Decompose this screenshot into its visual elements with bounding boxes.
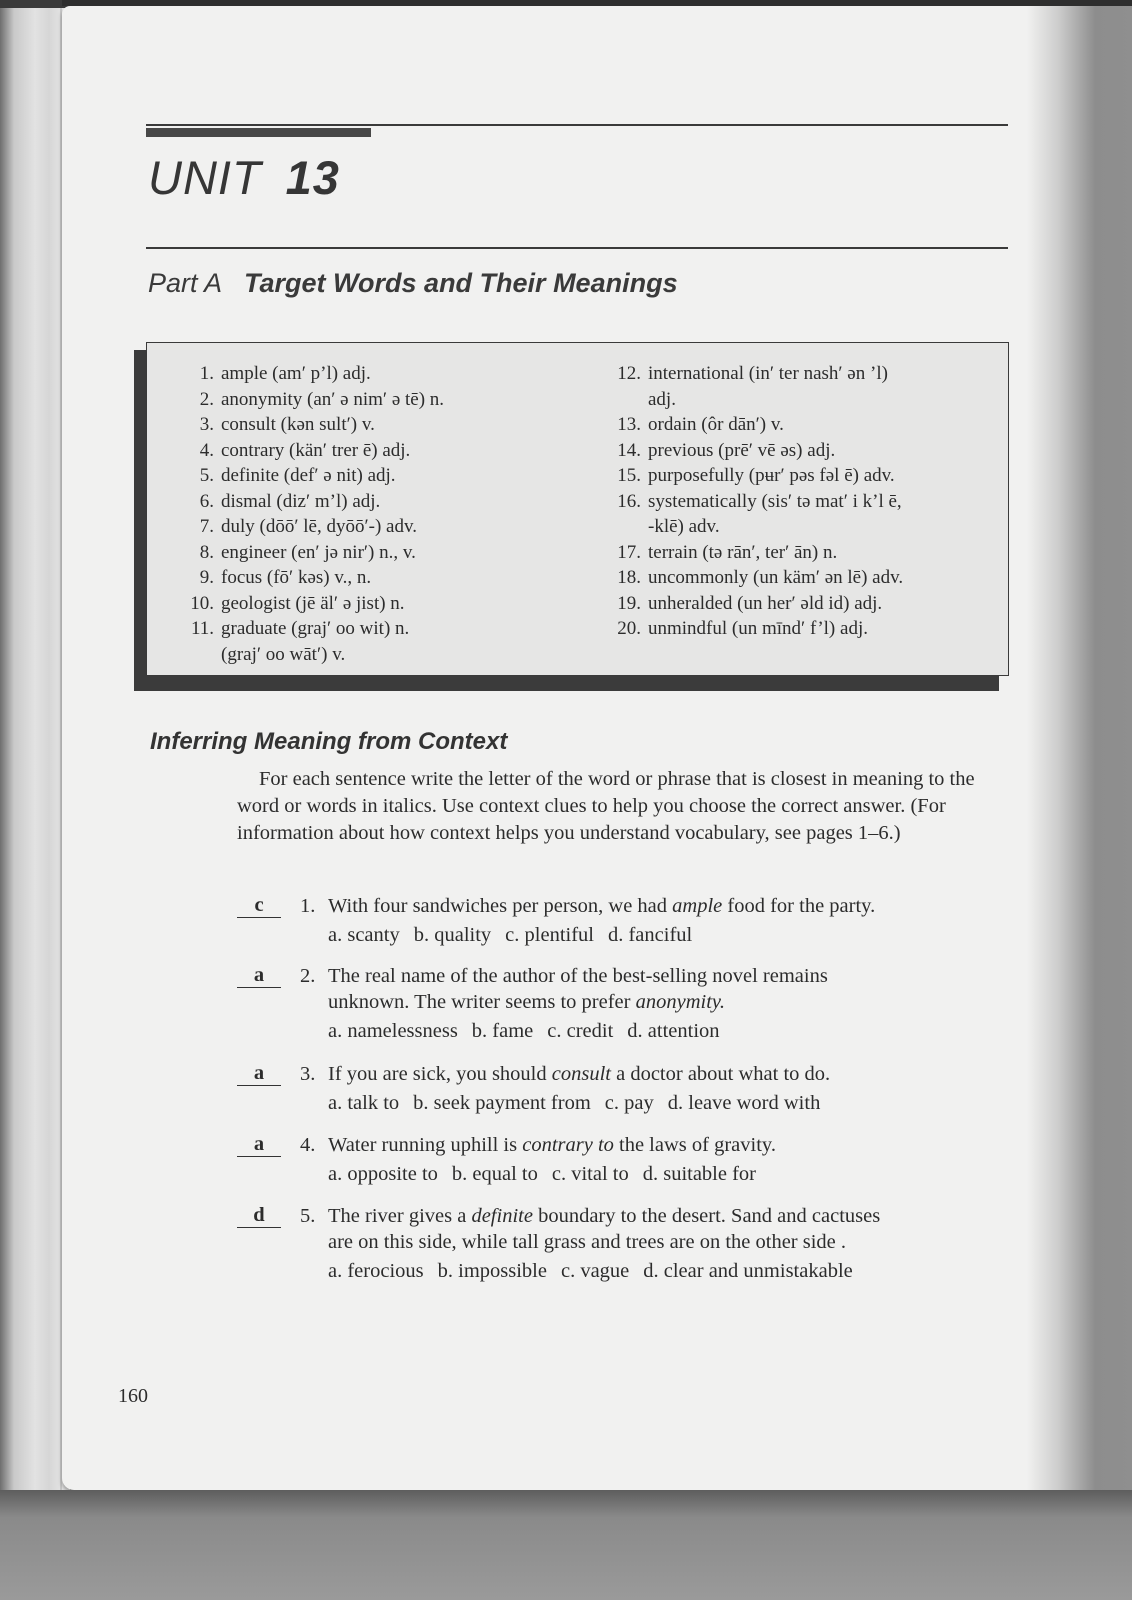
question-body <box>300 1203 1030 1284</box>
scan-border-top <box>62 0 1132 6</box>
question-body <box>300 1061 1030 1116</box>
word-number: 10. <box>190 592 214 614</box>
page-number: 160 <box>118 1385 148 1407</box>
unit-word: UNIT <box>148 151 262 204</box>
answer-blank[interactable]: a <box>237 1061 281 1086</box>
option-c: c. plentiful <box>505 924 594 946</box>
answer-options <box>300 1258 1030 1284</box>
italic-target-word: ample <box>672 895 723 917</box>
question-body <box>300 893 1030 948</box>
word-text: engineer (en′ jə nir′) n., v. <box>221 541 416 563</box>
question-text: The river gives a <box>328 1205 472 1227</box>
word-entry <box>600 412 1000 438</box>
word-number: 16. <box>617 490 641 512</box>
option-a: a. namelessness <box>328 1020 458 1042</box>
target-words-box <box>146 342 1009 676</box>
word-number: 8. <box>199 541 214 563</box>
word-list-left <box>173 361 593 667</box>
word-number: 6. <box>199 490 214 512</box>
option-c: c. vital to <box>551 1163 629 1185</box>
word-number: 2. <box>199 388 214 410</box>
question-text: With four sandwiches per person, we had <box>328 895 673 917</box>
word-entry <box>173 565 593 591</box>
section-rule <box>146 247 1008 249</box>
answer-options <box>300 1018 1030 1044</box>
answer-options <box>300 922 1030 948</box>
part-title: Target Words and Their Meanings <box>244 268 678 298</box>
word-number: 13. <box>617 414 641 435</box>
option-a: a. ferocious <box>328 1260 424 1282</box>
word-entry <box>173 540 593 566</box>
option-a: a. talk to <box>328 1092 400 1114</box>
word-entry <box>173 412 593 438</box>
part-heading <box>148 268 678 299</box>
word-entry <box>600 489 1000 515</box>
word-number: 18. <box>617 567 641 588</box>
word-entry <box>173 361 593 387</box>
word-number: 4. <box>199 439 214 461</box>
section-heading: Inferring Meaning from Context <box>150 728 508 755</box>
answer-blank[interactable]: c <box>237 893 281 918</box>
question-text: unknown. The writer seems to prefer <box>328 991 636 1013</box>
word-entry <box>173 616 593 642</box>
word-text: terrain (tə rān′, ter′ ān) n. <box>648 541 838 563</box>
word-text: definite (def′ ə nit) adj. <box>221 465 396 486</box>
word-number: 19. <box>617 592 641 614</box>
header-accent-bar <box>146 128 371 137</box>
word-text: contrary (kän′ trer ē) adj. <box>221 439 411 461</box>
word-number: 17. <box>617 541 641 563</box>
instructions-paragraph: For each sentence write the letter of the word or phrase that is closest in meaning to the word or words in italics. Use context clues to help you choose the correct answer. (For information about how context helps you understand vocabulary, see pages 1–6.) <box>237 768 975 844</box>
word-entry <box>600 565 1000 591</box>
italic-target-word: consult <box>551 1063 611 1085</box>
part-label: Part A <box>148 268 223 298</box>
scan-border <box>0 0 70 8</box>
option-c: c. credit <box>547 1020 614 1042</box>
answer-options <box>300 1161 1030 1187</box>
question-number: 2. <box>300 965 316 987</box>
question-text: are on this side, while tall grass and trees are on the other side . <box>328 1231 847 1253</box>
word-text: uncommonly (un käm′ ən lē) adv. <box>648 567 904 588</box>
word-text: ample (am′ p’l) adj. <box>221 363 371 384</box>
word-entry <box>600 361 1000 387</box>
word-text: duly (dōō′ lē, dyōō′-) adv. <box>221 516 417 537</box>
option-d: d. clear and unmistakable <box>643 1260 853 1282</box>
unit-number: 13 <box>285 151 340 204</box>
word-entry <box>173 463 593 489</box>
question-text: the laws of gravity. <box>613 1134 776 1156</box>
option-a: a. scanty <box>328 924 400 946</box>
word-entry <box>173 387 593 413</box>
word-text: graduate (graj′ oo wit) n. <box>221 618 410 639</box>
word-number: 12. <box>617 363 641 384</box>
question-body <box>300 963 1030 1044</box>
word-text: consult (kən sult′) v. <box>221 414 375 435</box>
book-page-stack-edge <box>0 0 70 1495</box>
unit-title <box>148 150 340 205</box>
word-entry <box>600 463 1000 489</box>
word-entry <box>173 591 593 617</box>
option-d: d. leave word with <box>667 1092 821 1114</box>
question-body <box>300 1132 1030 1187</box>
question-text: boundary to the desert. Sand and cactuses <box>532 1205 881 1227</box>
question-text: a doctor about what to do. <box>610 1063 831 1085</box>
italic-target-word: definite <box>471 1205 533 1227</box>
option-a: a. opposite to <box>328 1163 438 1185</box>
italic-target-word: anonymity. <box>635 991 725 1013</box>
word-entry <box>173 438 593 464</box>
question-number: 3. <box>300 1063 316 1085</box>
word-continuation: (graj′ oo wāt′) v. <box>221 643 346 665</box>
option-d: d. attention <box>627 1020 720 1042</box>
answer-blank[interactable]: d <box>237 1203 281 1228</box>
word-text: systematically (sis′ tə mat′ i k’l ē, <box>648 490 902 512</box>
word-text: geologist (jē äl′ ə jist) n. <box>221 592 405 614</box>
word-text: anonymity (an′ ə nim′ ə tē) n. <box>221 388 445 410</box>
question-text: Water running uphill is <box>328 1134 523 1156</box>
word-entry <box>173 514 593 540</box>
question-text: If you are sick, you should <box>328 1063 552 1085</box>
word-continuation: -klē) adv. <box>648 516 720 537</box>
option-d: d. suitable for <box>642 1163 757 1185</box>
word-number: 5. <box>199 465 214 486</box>
binding-shadow <box>1027 6 1132 1490</box>
word-text: dismal (diz′ m’l) adj. <box>221 490 381 512</box>
question-number: 1. <box>300 895 316 917</box>
word-text: international (in′ ter nash′ ən ’l) <box>648 363 888 384</box>
option-b: b. fame <box>471 1020 534 1042</box>
word-entry <box>600 591 1000 617</box>
option-c: c. pay <box>604 1092 654 1114</box>
answer-blank[interactable]: a <box>237 1132 281 1157</box>
question-text: The real name of the author of the best-selling novel remains <box>328 965 828 987</box>
word-entry <box>173 489 593 515</box>
word-number: 3. <box>199 414 214 435</box>
word-entry <box>600 616 1000 642</box>
word-text: ordain (ôr dān′) v. <box>648 414 784 435</box>
header-rule <box>146 124 1008 126</box>
answer-options <box>300 1090 1030 1116</box>
option-c: c. vague <box>560 1260 630 1282</box>
italic-target-word: contrary to <box>522 1134 614 1156</box>
question-number: 5. <box>300 1205 316 1227</box>
word-text: focus (fō′ kəs) v., n. <box>221 567 372 588</box>
word-continuation: adj. <box>648 388 676 410</box>
word-number: 11. <box>190 618 214 639</box>
word-text: unheralded (un her′ əld id) adj. <box>648 592 883 614</box>
word-list-right <box>600 361 1000 642</box>
question-number: 4. <box>300 1134 316 1156</box>
word-text: purposefully (pʉr′ pəs fəl ē) adv. <box>648 465 895 486</box>
word-text: unmindful (un mīnd′ f’l) adj. <box>648 618 868 639</box>
option-b: b. quality <box>413 924 492 946</box>
word-number: 7. <box>199 516 214 537</box>
word-entry <box>600 438 1000 464</box>
word-number: 1. <box>199 363 214 384</box>
word-number: 20. <box>617 618 641 639</box>
option-d: d. fanciful <box>607 924 693 946</box>
word-number: 9. <box>199 567 214 588</box>
word-entry <box>600 540 1000 566</box>
option-b: b. impossible <box>437 1260 547 1282</box>
option-b: b. equal to <box>451 1163 538 1185</box>
word-number: 14. <box>617 439 641 461</box>
answer-blank[interactable]: a <box>237 963 281 988</box>
option-b: b. seek payment from <box>413 1092 591 1114</box>
scan-background <box>0 1490 1132 1600</box>
word-text: previous (prē′ vē əs) adj. <box>648 439 836 461</box>
word-number: 15. <box>617 465 641 486</box>
question-text: food for the party. <box>722 895 876 917</box>
